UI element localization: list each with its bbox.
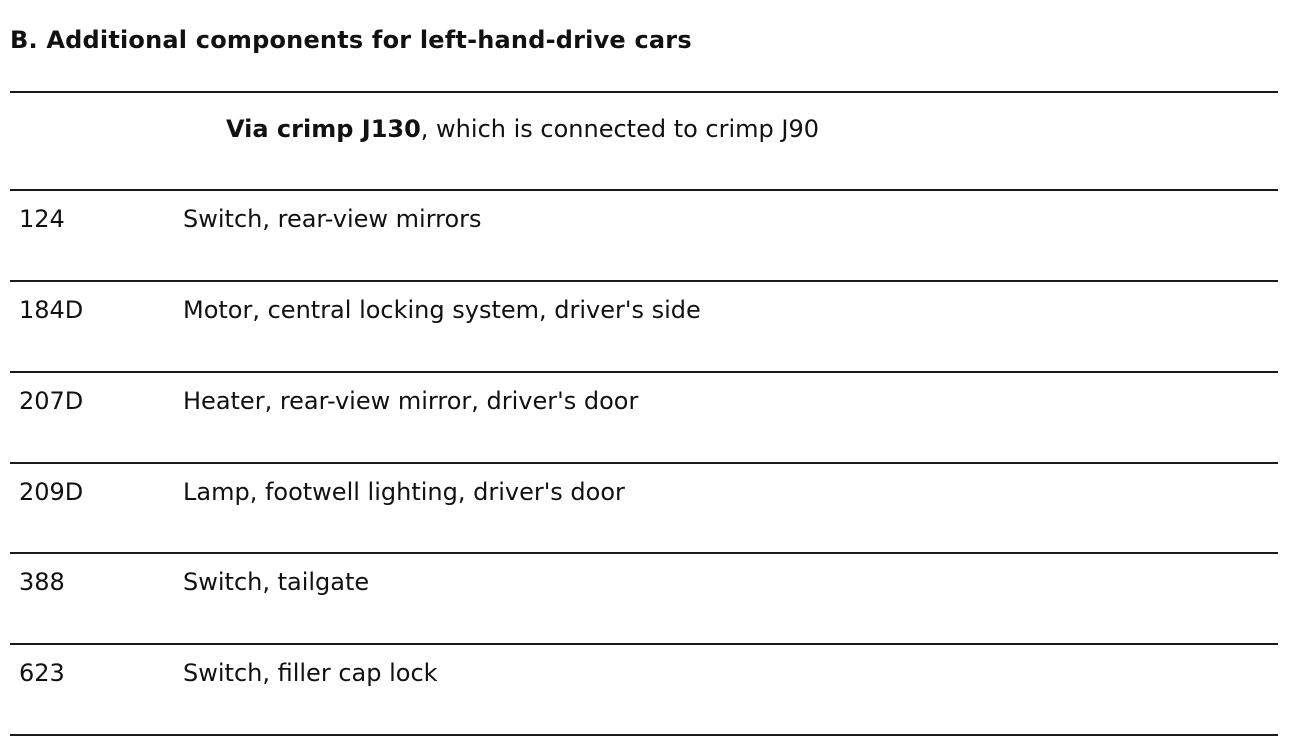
table-top-rule — [10, 91, 1278, 93]
table-row — [10, 373, 1278, 463]
table-row — [10, 554, 1278, 644]
subheading-crimp-label: Via crimp J130 — [226, 115, 421, 143]
table-row — [10, 282, 1278, 372]
component-description: Motor, central locking system, driver's side — [183, 296, 701, 324]
component-code: 184D — [19, 296, 84, 324]
table-row — [10, 191, 1278, 281]
component-description: Switch, tailgate — [183, 568, 370, 596]
component-code: 623 — [19, 659, 65, 687]
component-description: Lamp, footwell lighting, driver's door — [183, 478, 625, 506]
table-bottom-rule — [10, 734, 1278, 736]
component-code: 209D — [19, 478, 84, 506]
component-code: 388 — [19, 568, 65, 596]
component-description: Switch, rear-view mirrors — [183, 205, 482, 233]
section-heading: B. Additional components for left-hand-drive cars — [10, 26, 692, 54]
table-row — [10, 645, 1278, 735]
component-code: 124 — [19, 205, 65, 233]
component-code: 207D — [19, 387, 84, 415]
table-row — [10, 464, 1278, 554]
subheading-connection-text: , which is connected to crimp J90 — [420, 115, 820, 143]
component-description: Switch, filler cap lock — [183, 659, 438, 687]
component-description: Heater, rear-view mirror, driver's door — [183, 387, 639, 415]
table-subheading — [226, 115, 819, 143]
